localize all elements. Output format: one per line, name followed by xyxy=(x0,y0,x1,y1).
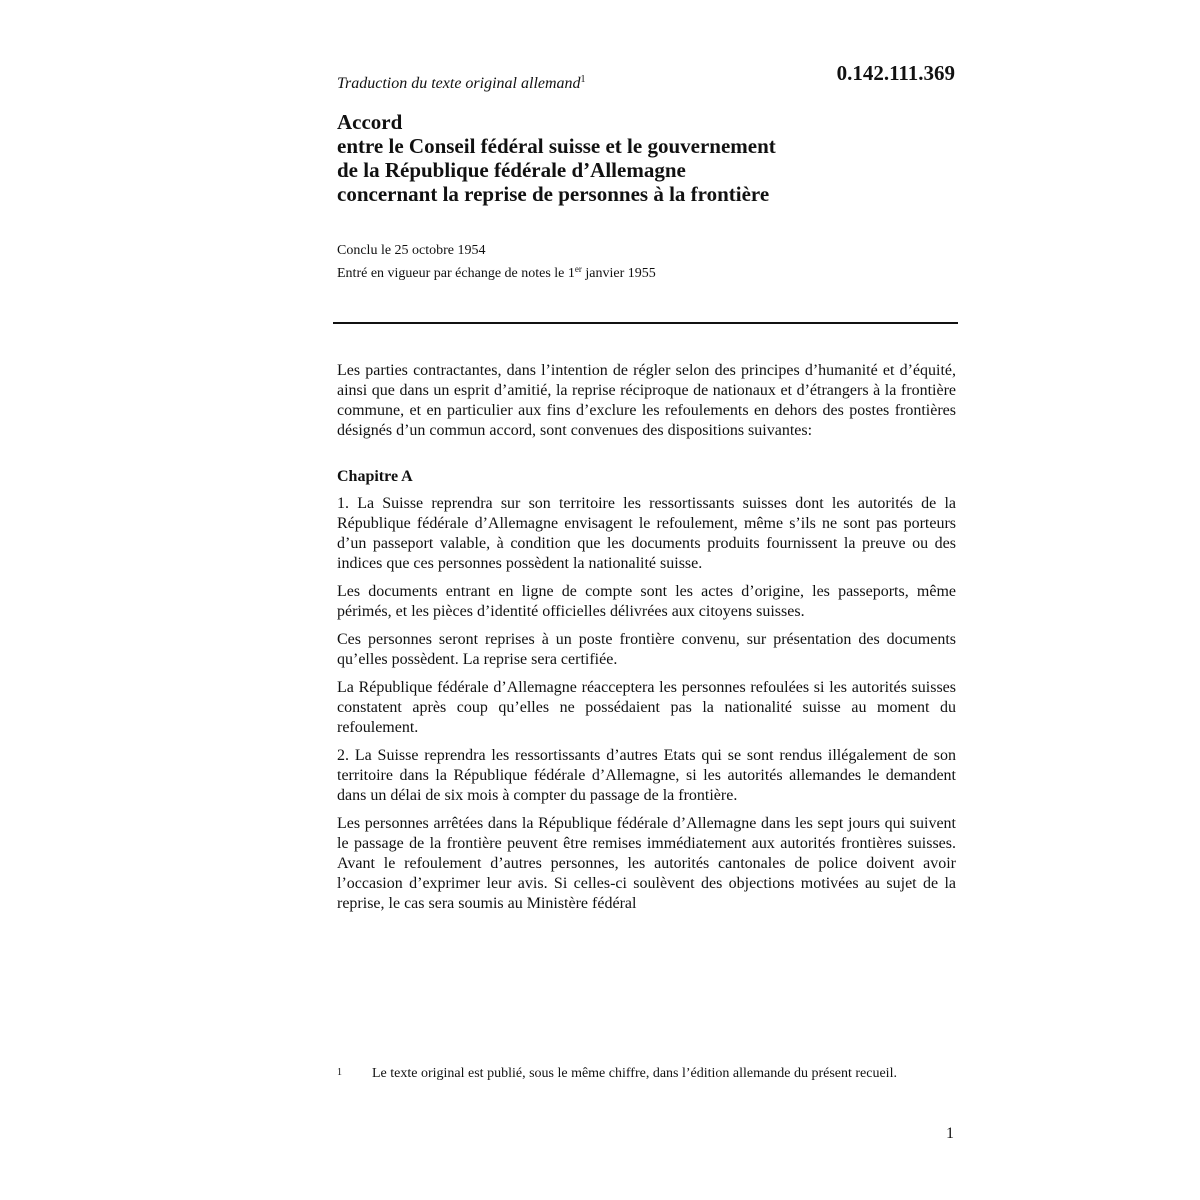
title-line: de la République fédérale d’Allemagne xyxy=(337,158,686,182)
preamble-paragraph: Les parties contractantes, dans l’intention de régler selon des principes d’humanité et d’équité, ainsi que dans un esprit d’amitié, la reprise réciproque de nationaux et d’étrangers à la frontière commune, et en particulier aux fins d’exclure les refoulements en dehors des postes frontières désignés d’un commun accord, sont convenues des dispositions suivantes: xyxy=(337,362,956,439)
title-line: concernant la reprise de personnes à la frontière xyxy=(337,182,770,206)
document-title xyxy=(337,110,957,206)
body-paragraph: 2. La Suisse reprendra les ressortissants d’autres Etats qui se sont rendus illégalement de son territoire dans la République fédérale d’Allemagne, si les autorités allemandes le demandent dans un délai de six mois à compter du passage de la frontière. xyxy=(337,747,956,804)
footnote-reference[interactable]: 1 xyxy=(580,74,586,85)
footnote-mark: 1 xyxy=(337,1067,342,1078)
concluded-date: Conclu le 25 octobre 1954 xyxy=(337,243,486,258)
header-divider xyxy=(333,322,958,324)
body-paragraph: Les personnes arrêtées dans la République fédérale d’Allemagne dans les sept jours qui suivent le passage de la frontière peuvent être remises immédiatement aux autorités frontières suisses. Avant le refoulement d’autres personnes, les autorités cantonales de police doivent avoir l’occasion d’exprimer leur avis. Si celles-ci soulèvent des objections motivées au sujet de la reprise, le cas sera soumis au Ministère fédéral xyxy=(337,815,956,912)
in-force-prefix: Entré en vigueur par échange de notes le 1 xyxy=(337,266,575,281)
reference-number: 0.142.111.369 xyxy=(836,61,955,85)
body-paragraph: 1. La Suisse reprendra sur son territoire les ressortissants suisses dont les autorités de la République fédérale d’Allemagne envisagent le refoulement, même s’ils ne sont pas porteurs d’un passeport valable, à condition que les documents produits fournissent la preuve ou des indices que ces personnes possèdent la nationalité suisse. xyxy=(337,495,956,572)
footnote-text: Le texte original est publié, sous le même chiffre, dans l’édition allemande du présent recueil. xyxy=(372,1066,897,1081)
page-number: 1 xyxy=(946,1125,954,1142)
document-body xyxy=(337,361,956,922)
body-paragraph: Ces personnes seront reprises à un poste frontière convenu, sur présentation des documents qu’elles possèdent. La reprise sera certifiée. xyxy=(337,631,956,668)
body-paragraph: La République fédérale d’Allemagne réacceptera les personnes refoulées si les autorités suisses constatent après coup qu’elles ne possédaient pas la nationalité suisse au moment du refoulement. xyxy=(337,679,956,736)
translation-note xyxy=(337,74,586,93)
in-force-suffix: janvier 1955 xyxy=(581,266,656,281)
translation-note-text: Traduction du texte original allemand xyxy=(337,75,581,92)
chapter-heading: Chapitre A xyxy=(337,468,413,485)
title-line: Accord xyxy=(337,110,403,134)
body-paragraph: Les documents entrant en ligne de compte sont les actes d’origine, les passeports, même périmés, et les pièces d’identité officielles délivrées aux citoyens suisses. xyxy=(337,583,956,620)
in-force-superscript: er xyxy=(574,264,582,274)
document-dates xyxy=(337,242,656,283)
in-force-date xyxy=(337,260,656,283)
title-line: entre le Conseil fédéral suisse et le gouvernement xyxy=(337,134,776,158)
